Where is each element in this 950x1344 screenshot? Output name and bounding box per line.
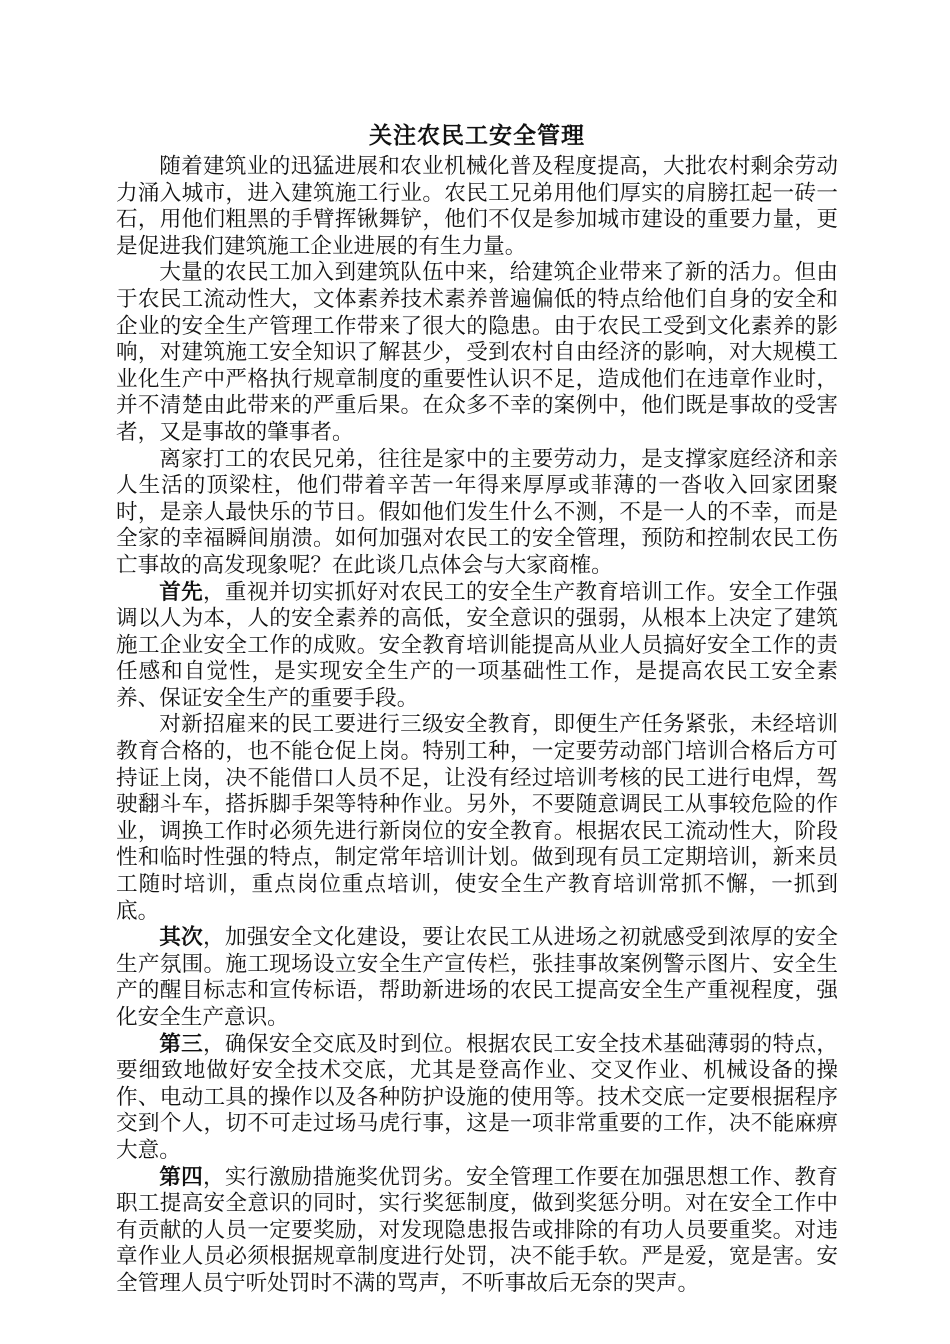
paragraph-text: ，重视并切实抓好对农民工的安全生产教育培训工作。安全工作强调以人为本，人的安全素养的高低，安全意识的强弱，从根本上决定了建筑施工企业安全工作的成败。安全教育培训能提高从业人员搞好安全工作的责任感和自觉性，是实现安全生产的一项基础性工作，是提高农民工安全素养、保证安全生产的重要手段。 [116, 579, 838, 711]
paragraph-text: ，实行激励措施奖优罚劣。安全管理工作要在加强思想工作、教育职工提高安全意识的同时，实行奖惩制度，做到奖惩分明。对在安全工作中有贡献的人员一定要奖励，对发现隐患报告或排除的有功人员要重奖。对违章作业人员必须根据规章制度进行处罚，决不能手软。严是爱，宽是害。安全管理人员宁听处罚时不满的骂声，不听事故后无奈的哭声。 [116, 1164, 838, 1296]
paragraph-lead: 首先 [159, 579, 204, 605]
paragraph-lead: 第三 [159, 1031, 204, 1057]
paragraph-1 [116, 154, 838, 260]
paragraph-lead: 其次 [159, 925, 204, 951]
paragraph-7 [116, 1032, 838, 1165]
paragraph-2 [116, 260, 838, 446]
paragraph-3 [116, 447, 838, 580]
paragraph-text: 大量的农民工加入到建筑队伍中来，给建筑企业带来了新的活力。但由于农民工流动性大，文体素养技术素养普遍偏低的特点给他们自身的安全和企业的安全生产管理工作带来了很大的隐患。由于农民工受到文化素养的影响，对建筑施工安全知识了解甚少，受到农村自由经济的影响，对大规模工业化生产中严格执行规章制度的重要性认识不足，造成他们在违章作业时，并不清楚由此带来的严重后果。在众多不幸的案例中，他们既是事故的受害者，又是事故的肇事者。 [116, 260, 838, 445]
paragraph-text: 随着建筑业的迅猛进展和农业机械化普及程度提高，大批农村剩余劳动力涌入城市，进入建筑施工行业。农民工兄弟用他们厚实的肩膀扛起一砖一石，用他们粗黑的手臂挥锹舞铲，他们不仅是参加城市建设的重要力量，更是促进我们建筑施工企业进展的有生力量。 [116, 154, 838, 259]
paragraph-lead: 第四 [159, 1164, 204, 1190]
paragraph-4 [116, 580, 838, 713]
paragraph-text: 离家打工的农民兄弟，往往是家中的主要劳动力，是支撑家庭经济和亲人生活的顶梁柱，他们带着辛苦一年得来厚厚或菲薄的一沓收入回家团聚时，是亲人最快乐的节日。假如他们发生什么不测，不是一人的不幸，而是全家的幸福瞬间崩溃。如何加强对农民工的安全管理，预防和控制农民工伤亡事故的高发现象呢？在此谈几点体会与大家商榷。 [116, 446, 838, 578]
paragraph-6 [116, 925, 838, 1031]
paragraph-5 [116, 712, 838, 925]
document-page [116, 118, 838, 1298]
paragraph-text: 对新招雇来的民工要进行三级安全教育，即便生产任务紧张，未经培训教育合格的，也不能仓促上岗。特别工种，一定要劳动部门培训合格后方可持证上岗，决不能借口人员不足，让没有经过培训考核的民工进行电焊，驾驶翻斗车，搭拆脚手架等特种作业。另外，不要随意调民工从事较危险的作业，调换工作时必须先进行新岗位的安全教育。根据农民工流动性大，阶段性和临时性强的特点，制定常年培训计划。做到现有员工定期培训，新来员工随时培训，重点岗位重点培训，使安全生产教育培训常抓不懈，一抓到底。 [116, 712, 838, 924]
document-title: 关注农民工安全管理 [369, 122, 585, 149]
paragraph-text: ，确保安全交底及时到位。根据农民工安全技术基础薄弱的特点，要细致地做好安全技术交底，尤其是登高作业、交叉作业、机械设备的操作、电动工具的操作以及各种防护设施的使用等。技术交底一定要根据程序交到个人，切不可走过场马虎行事，这是一项非常重要的工作，决不能麻痹大意。 [116, 1031, 838, 1163]
paragraph-text: ，加强安全文化建设，要让农民工从进场之初就感受到浓厚的安全生产氛围。施工现场设立安全生产宣传栏，张挂事故案例警示图片、安全生产的醒目标志和宣传标语，帮助新进场的农民工提高安全生产重视程度，强化安全生产意识。 [116, 925, 838, 1030]
paragraph-8 [116, 1165, 838, 1298]
